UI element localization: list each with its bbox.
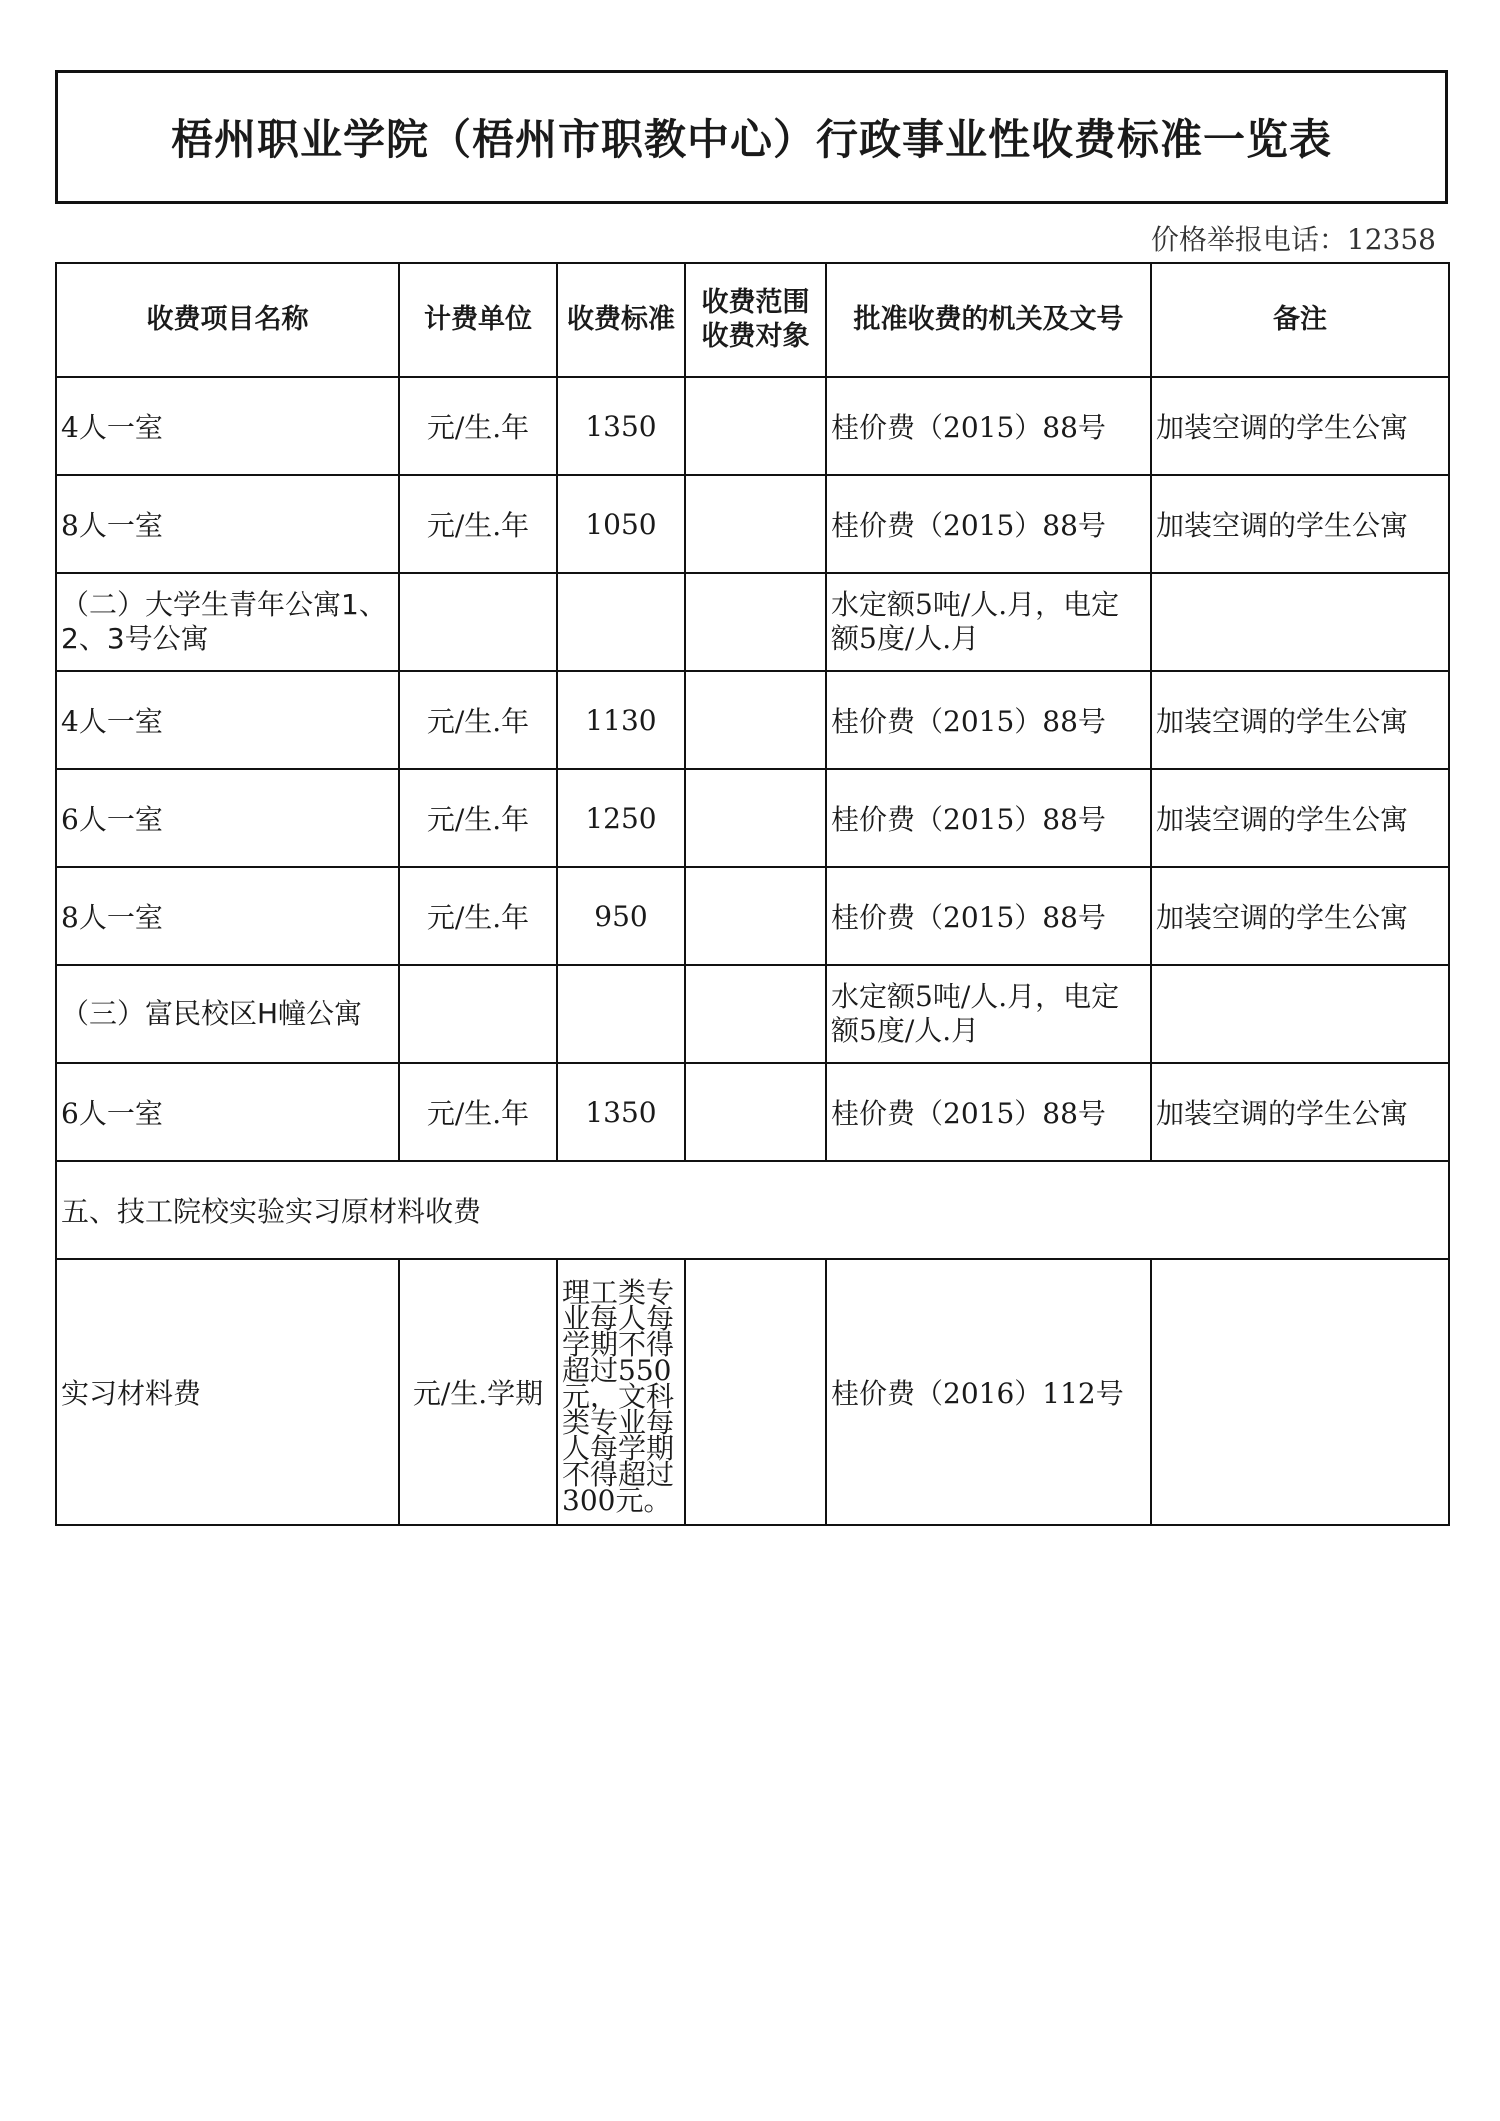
cell-approval: 桂价费（2015）88号	[826, 475, 1151, 573]
phone-label: 价格举报电话：12358	[1150, 223, 1436, 256]
cell-remark: 加装空调的学生公寓	[1151, 769, 1449, 867]
cell-remark: 加装空调的学生公寓	[1151, 377, 1449, 475]
cell-name: 8人一室	[56, 475, 399, 573]
cell-name: 6人一室	[56, 1063, 399, 1161]
cell-approval: 桂价费（2015）88号	[826, 671, 1151, 769]
cell-approval: 桂价费（2015）88号	[826, 377, 1151, 475]
cell-unit: 元/生.年	[399, 867, 557, 965]
table-row-section	[56, 965, 1449, 1063]
cell-unit	[399, 965, 557, 1063]
cell-name: （三）富民校区H幢公寓	[56, 965, 399, 1063]
title-box	[55, 70, 1448, 204]
cell-remark: 加装空调的学生公寓	[1151, 1063, 1449, 1161]
cell-approval: 水定额5吨/人.月，电定额5度/人.月	[826, 965, 1151, 1063]
cell-standard: 理工类专业每人每学期不得超过550元，文科类专业每人每学期不得超过300元。	[557, 1259, 685, 1525]
cell-remark	[1151, 965, 1449, 1063]
cell-unit: 元/生.学期	[399, 1259, 557, 1525]
table-row	[56, 1063, 1449, 1161]
cell-standard: 1050	[557, 475, 685, 573]
cell-standard: 1130	[557, 671, 685, 769]
cell-standard: 1350	[557, 377, 685, 475]
cell-standard: 1250	[557, 769, 685, 867]
cell-scope	[685, 573, 826, 671]
cell-scope	[685, 1259, 826, 1525]
cell-approval: 桂价费（2015）88号	[826, 769, 1151, 867]
header-remark: 备注	[1151, 263, 1449, 377]
cell-scope	[685, 475, 826, 573]
cell-approval: 桂价费（2016）112号	[826, 1259, 1151, 1525]
cell-standard	[557, 573, 685, 671]
cell-unit: 元/生.年	[399, 1063, 557, 1161]
cell-standard: 950	[557, 867, 685, 965]
cell-scope	[685, 867, 826, 965]
cell-remark	[1151, 1259, 1449, 1525]
cell-remark: 加装空调的学生公寓	[1151, 671, 1449, 769]
cell-remark	[1151, 573, 1449, 671]
cell-scope	[685, 965, 826, 1063]
table-row	[56, 377, 1449, 475]
cell-approval: 桂价费（2015）88号	[826, 1063, 1151, 1161]
cell-unit: 元/生.年	[399, 769, 557, 867]
table-row-section	[56, 573, 1449, 671]
cell-name: 实习材料费	[56, 1259, 399, 1525]
page-title: 梧州职业学院（梧州市职教中心）行政事业性收费标准一览表	[170, 115, 1332, 164]
cell-name: 4人一室	[56, 671, 399, 769]
table-row	[56, 475, 1449, 573]
cell-remark: 加装空调的学生公寓	[1151, 475, 1449, 573]
cell-unit: 元/生.年	[399, 671, 557, 769]
table-row	[56, 671, 1449, 769]
cell-unit	[399, 573, 557, 671]
cell-scope	[685, 377, 826, 475]
cell-name: 8人一室	[56, 867, 399, 965]
cell-unit: 元/生.年	[399, 475, 557, 573]
table-header-row	[56, 263, 1449, 377]
cell-scope	[685, 1063, 826, 1161]
cell-name: 4人一室	[56, 377, 399, 475]
fee-table	[55, 262, 1450, 1526]
cell-approval: 桂价费（2015）88号	[826, 867, 1151, 965]
header-unit: 计费单位	[399, 263, 557, 377]
cell-standard: 1350	[557, 1063, 685, 1161]
section-heading: 五、技工院校实验实习原材料收费	[56, 1161, 1449, 1259]
header-name: 收费项目名称	[56, 263, 399, 377]
cell-approval: 水定额5吨/人.月，电定额5度/人.月	[826, 573, 1151, 671]
cell-remark: 加装空调的学生公寓	[1151, 867, 1449, 965]
table-row	[56, 769, 1449, 867]
cell-unit: 元/生.年	[399, 377, 557, 475]
section-heading-row	[56, 1161, 1449, 1259]
cell-name: （二）大学生青年公寓1、2、3号公寓	[56, 573, 399, 671]
header-scope: 收费范围收费对象	[685, 263, 826, 377]
cell-scope	[685, 769, 826, 867]
header-standard: 收费标准	[557, 263, 685, 377]
cell-scope	[685, 671, 826, 769]
table-row-material	[56, 1259, 1449, 1525]
cell-name: 6人一室	[56, 769, 399, 867]
cell-standard	[557, 965, 685, 1063]
header-approval: 批准收费的机关及文号	[826, 263, 1151, 377]
table-row	[56, 867, 1449, 965]
